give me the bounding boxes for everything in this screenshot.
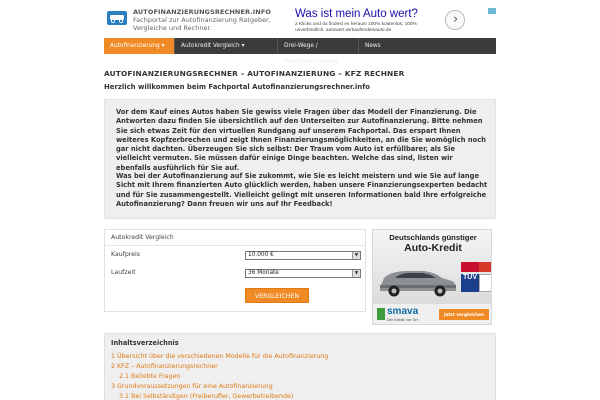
kaufpreis-label: Kaufpreis <box>111 251 140 258</box>
side-ad-footer <box>373 304 492 325</box>
ad-choices-icon[interactable] <box>488 8 496 14</box>
nav-item-label: Autokredit Vergleich <box>181 43 240 49</box>
side-ad-banner[interactable] <box>372 229 492 325</box>
nav-item-news[interactable] <box>359 38 395 54</box>
nav-item-autofinanzierung[interactable] <box>104 38 174 54</box>
page-title: AUTOFINANZIERUNGSRECHNER – AUTOFINANZIERUNG – KFZ RECHNER <box>104 69 405 78</box>
kaufpreis-value: 10.000 € <box>248 252 274 258</box>
nav-item-drei-wege[interactable] <box>278 38 358 65</box>
site-header <box>0 0 600 36</box>
vergleichen-button[interactable]: VERGLEICHEN <box>245 288 309 303</box>
toc-link[interactable]: 3.1 Bei Selbständigen (Freiberufler, Gewerbetreibende) <box>119 393 294 400</box>
toc-link[interactable]: 3 Grundvoraussetzungen für eine Autofinanzierung <box>111 383 273 390</box>
kaufpreis-select[interactable] <box>245 251 361 260</box>
laufzeit-value: 36 Monate <box>248 270 279 276</box>
dropdown-arrow-icon: ▼ <box>352 252 360 259</box>
car-logo-icon[interactable] <box>106 9 128 27</box>
award-badge-icon <box>479 262 492 272</box>
toc-link[interactable]: 2 KFZ – Autofinanzierungsrechner <box>111 363 218 370</box>
jetzt-vergleichen-button[interactable]: Jetzt vergleichen <box>439 309 489 320</box>
toc-link[interactable]: 2.1 Beliebte Fragen <box>119 373 181 380</box>
quality-seal-icon <box>479 274 492 292</box>
top-ad-banner[interactable] <box>295 8 471 33</box>
site-tagline: Fachportal zur Autofinanzierung Ratgeber, Vergleiche und Rechner. <box>133 16 271 32</box>
toc-title: Inhaltsverzeichnis <box>111 339 179 347</box>
main-navigation <box>104 38 496 65</box>
site-title-link[interactable]: AUTOFINANZIERUNGSRECHNER.INFO <box>133 8 272 16</box>
intro-paragraph-2: Was bei der Autofinanzierung auf Sie zukommt, wie Sie es leicht meistern und wie Sie auf lange Sicht mit Ihrem finanzierten Auto glücklich werden, haben unsere Finanzierungsexperten bedacht und für Sie zusammengestellt. Vielleicht gelingt mit unseren Informationen bald Ihre erfolgreiche Autofinanzierung? Dann freuen wir uns auf Ihr Feedback! <box>116 172 488 208</box>
chevron-down-icon: ▾ <box>161 43 165 49</box>
top-ad-title[interactable]: Was ist mein Auto wert? <box>295 8 418 20</box>
laufzeit-label: Laufzeit <box>111 269 136 276</box>
car-illustration-icon <box>376 262 458 298</box>
calculator-divider <box>105 245 365 246</box>
intro-paragraph-1: Vor dem Kauf eines Autos haben Sie gewiss viele Fragen über das Modell der Finanzierung. Die Antworten dazu finden Sie übersichtlich auf den Unterseiten zur Autofinanzierung. Bitte nehmen Sie sich etwas Zeit für den virtuellen Rundgang auf unserem Fachportal. Das erspart Ihnen weiteres Kopfzerbrechen und zeigt Ihnen Finanzierungsmöglichkeiten, an die Sie womöglich noch gar nicht dachten. Überzeugen Sie sich selbst: Der Traum vom Auto ist erfüllbarer, als Sie vielleicht vermuten. Sie müssen dafür einige Dinge beachten. Welche das sind, listen wir ebenfalls ausführlich für Sie auf. <box>116 108 486 172</box>
top-ad-text: 2 Klicks und du findest es heraus! 100% kostenlos, 100% unverbindlich. autowert.wirkaufendeinauto.de <box>295 22 417 33</box>
chevron-right-icon: › <box>453 12 459 27</box>
dropdown-arrow-icon: ▼ <box>352 270 360 277</box>
nav-item-label: Drei-Wege / Ballonfinanzierung <box>284 43 339 65</box>
intro-box <box>104 99 496 219</box>
toc-link[interactable]: 1 Übersicht über die verschiedenen Modelle für die Autofinanzierung <box>111 353 329 360</box>
side-ad-hero <box>373 230 492 304</box>
award-badge-icon <box>461 262 479 272</box>
autokredit-calculator <box>104 229 366 312</box>
nav-item-label: Autofinanzierung <box>110 43 160 49</box>
calculator-title: Autokredit Vergleich <box>111 234 174 241</box>
smava-subline: Der Kredit vor Ort <box>387 318 419 322</box>
laufzeit-select[interactable] <box>245 269 361 278</box>
nav-item-label: News <box>365 43 381 49</box>
side-ad-line-2: Auto-Kredit <box>404 242 462 254</box>
nav-item-autokredit-vergleich[interactable] <box>175 38 277 54</box>
welcome-heading: Herzlich willkommen beim Fachportal Autofinanzierungsrechner.info <box>104 83 370 91</box>
side-ad-line-1: Deutschlands günstiger <box>389 233 477 242</box>
tuv-badge: TÜV <box>461 274 479 292</box>
table-of-contents <box>104 333 496 400</box>
smava-logo-icon <box>377 308 385 320</box>
top-ad-arrow-button[interactable] <box>445 10 465 30</box>
smava-brand: smava <box>387 306 419 317</box>
chevron-down-icon: ▾ <box>241 43 245 49</box>
